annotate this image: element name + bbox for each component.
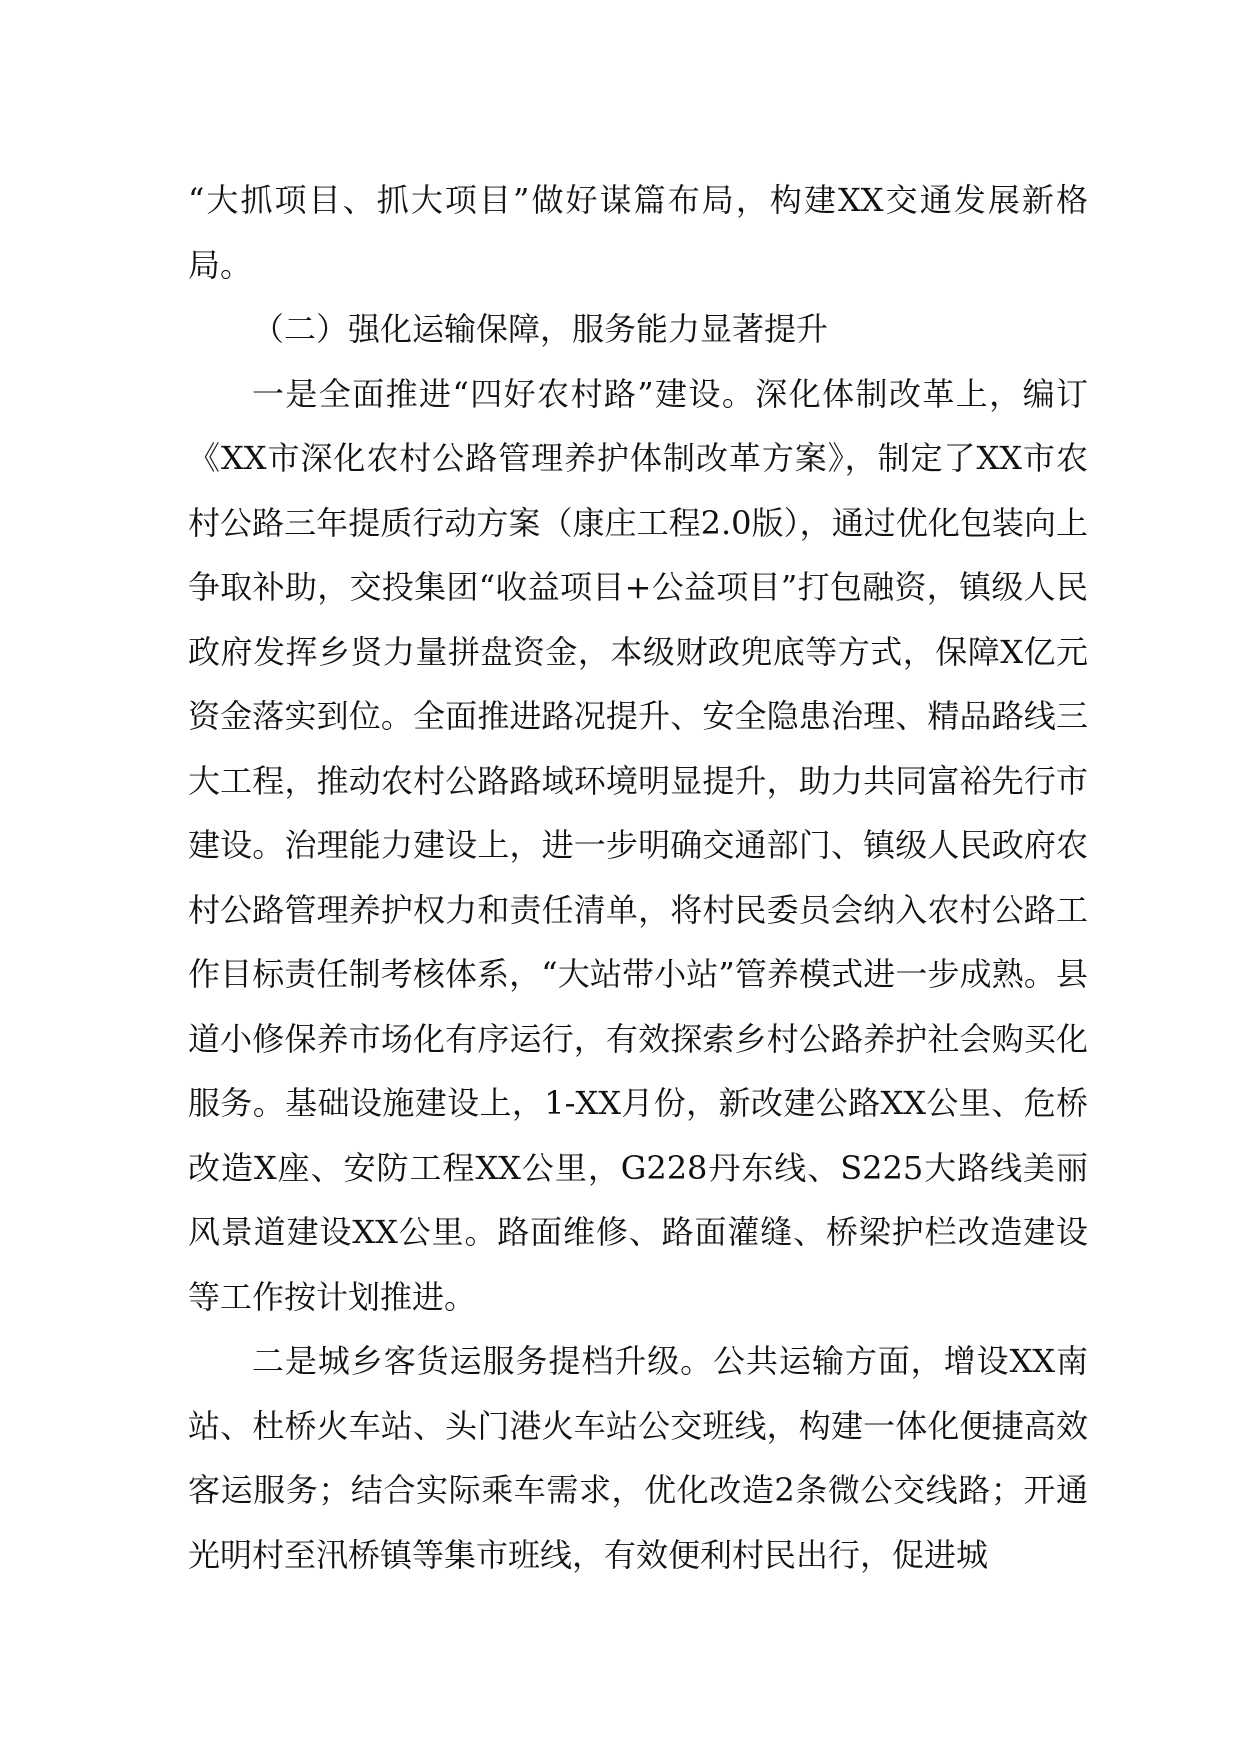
document-body bbox=[188, 168, 1088, 1587]
section-heading: （二）强化运输保障，服务能力显著提升 bbox=[252, 310, 829, 348]
paragraph-continuation: “大抓项目、抓大项目”做好谋篇布局，构建XX交通发展新格局。 bbox=[188, 181, 1088, 284]
paragraph-transport-service: 二是城乡客货运服务提档升级。公共运输方面，增设XX南站、杜桥火车站、头门港火车站公交班线，构建一体化便捷高效客运服务；结合实际乘车需求，优化改造2条微公交线路；开通光明村至汛桥镇等集市班线，有效便利村民出行，促进城 bbox=[188, 1342, 1088, 1574]
paragraph-rural-roads: 一是全面推进“四好农村路”建设。深化体制改革上，编订《XX市深化农村公路管理养护体制改革方案》，制定了XX市农村公路三年提质行动方案（康庄工程2.0版），通过优化包装向上争取补助，交投集团“收益项目+公益项目”打包融资，镇级人民政府发挥乡贤力量拼盘资金，本级财政兜底等方式，保障X亿元资金落实到位。全面推进路况提升、安全隐患治理、精品路线三大工程，推动农村公路路域环境明显提升，助力共同富裕先行市建设。治理能力建设上，进一步明确交通部门、镇级人民政府农村公路管理养护权力和责任清单，将村民委员会纳入农村公路工作目标责任制考核体系，“大站带小站”管养模式进一步成熟。县道小修保养市场化有序运行，有效探索乡村公路养护社会购买化服务。基础设施建设上，1-XX月份，新改建公路XX公里、危桥改造X座、安防工程XX公里，G228丹东线、S225大路线美丽风景道建设XX公里。路面维修、路面灌缝、桥梁护栏改造建设等工作按计划推进。 bbox=[188, 374, 1088, 1316]
